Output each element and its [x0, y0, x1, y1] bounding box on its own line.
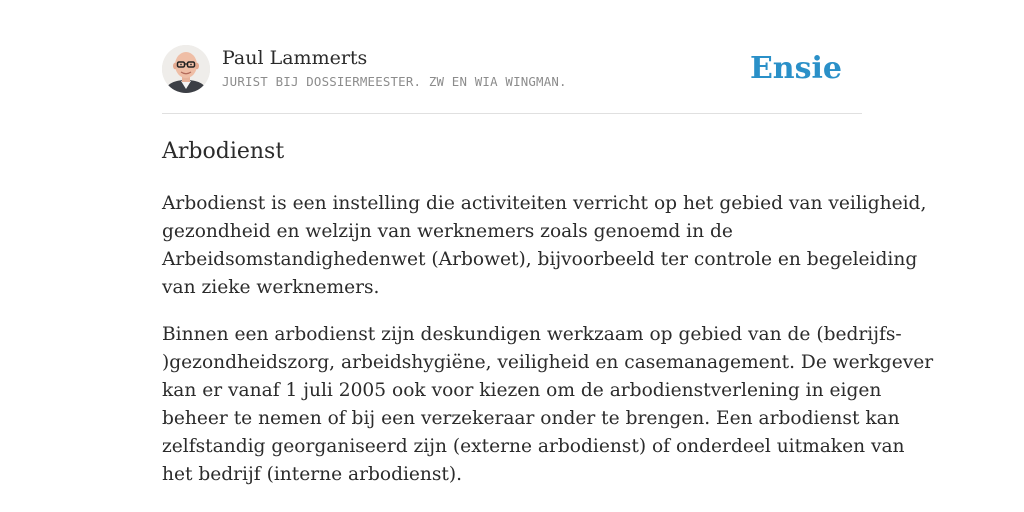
author-header — [162, 45, 862, 113]
author-name[interactable]: Paul Lammerts — [222, 47, 368, 69]
author-bio: JURIST BIJ DOSSIERMEESTER. ZW EN WIA WINGMAN. — [222, 74, 567, 89]
paragraph-line: )gezondheidszorg, arbeidshygiëne, veiligheid en casemanagement. De werkgever — [162, 352, 934, 373]
paragraph-line: Binnen een arbodienst zijn deskundigen werkzaam op gebied van de (bedrijfs- — [162, 324, 902, 345]
paragraph-line: het bedrijf (interne arbodienst). — [162, 464, 463, 485]
paragraph-line: van zieke werknemers. — [162, 277, 380, 298]
paragraph-line: gezondheid en welzijn van werknemers zoals genoemd in de — [162, 221, 733, 242]
article-paragraph-2 — [162, 321, 934, 489]
article-title: Arbodienst — [162, 139, 285, 164]
header-divider — [162, 113, 862, 114]
article-paragraph-1 — [162, 190, 927, 302]
paragraph-line: Arbodienst is een instelling die activiteiten verricht op het gebied van veiligheid, — [162, 193, 927, 214]
author-avatar[interactable] — [162, 45, 210, 93]
paragraph-line: kan er vanaf 1 juli 2005 ook voor kiezen om de arbodienstverlening in eigen — [162, 380, 882, 401]
paragraph-line: zelfstandig georganiseerd zijn (externe arbodienst) of onderdeel uitmaken van — [162, 436, 905, 457]
brand-logo[interactable]: Ensie — [749, 51, 842, 86]
paragraph-line: Arbeidsomstandighedenwet (Arbowet), bijvoorbeeld ter controle en begeleiding — [162, 249, 918, 270]
paragraph-line: beheer te nemen of bij een verzekeraar onder te brengen. Een arbodienst kan — [162, 408, 900, 429]
author-portrait-icon — [162, 45, 210, 93]
